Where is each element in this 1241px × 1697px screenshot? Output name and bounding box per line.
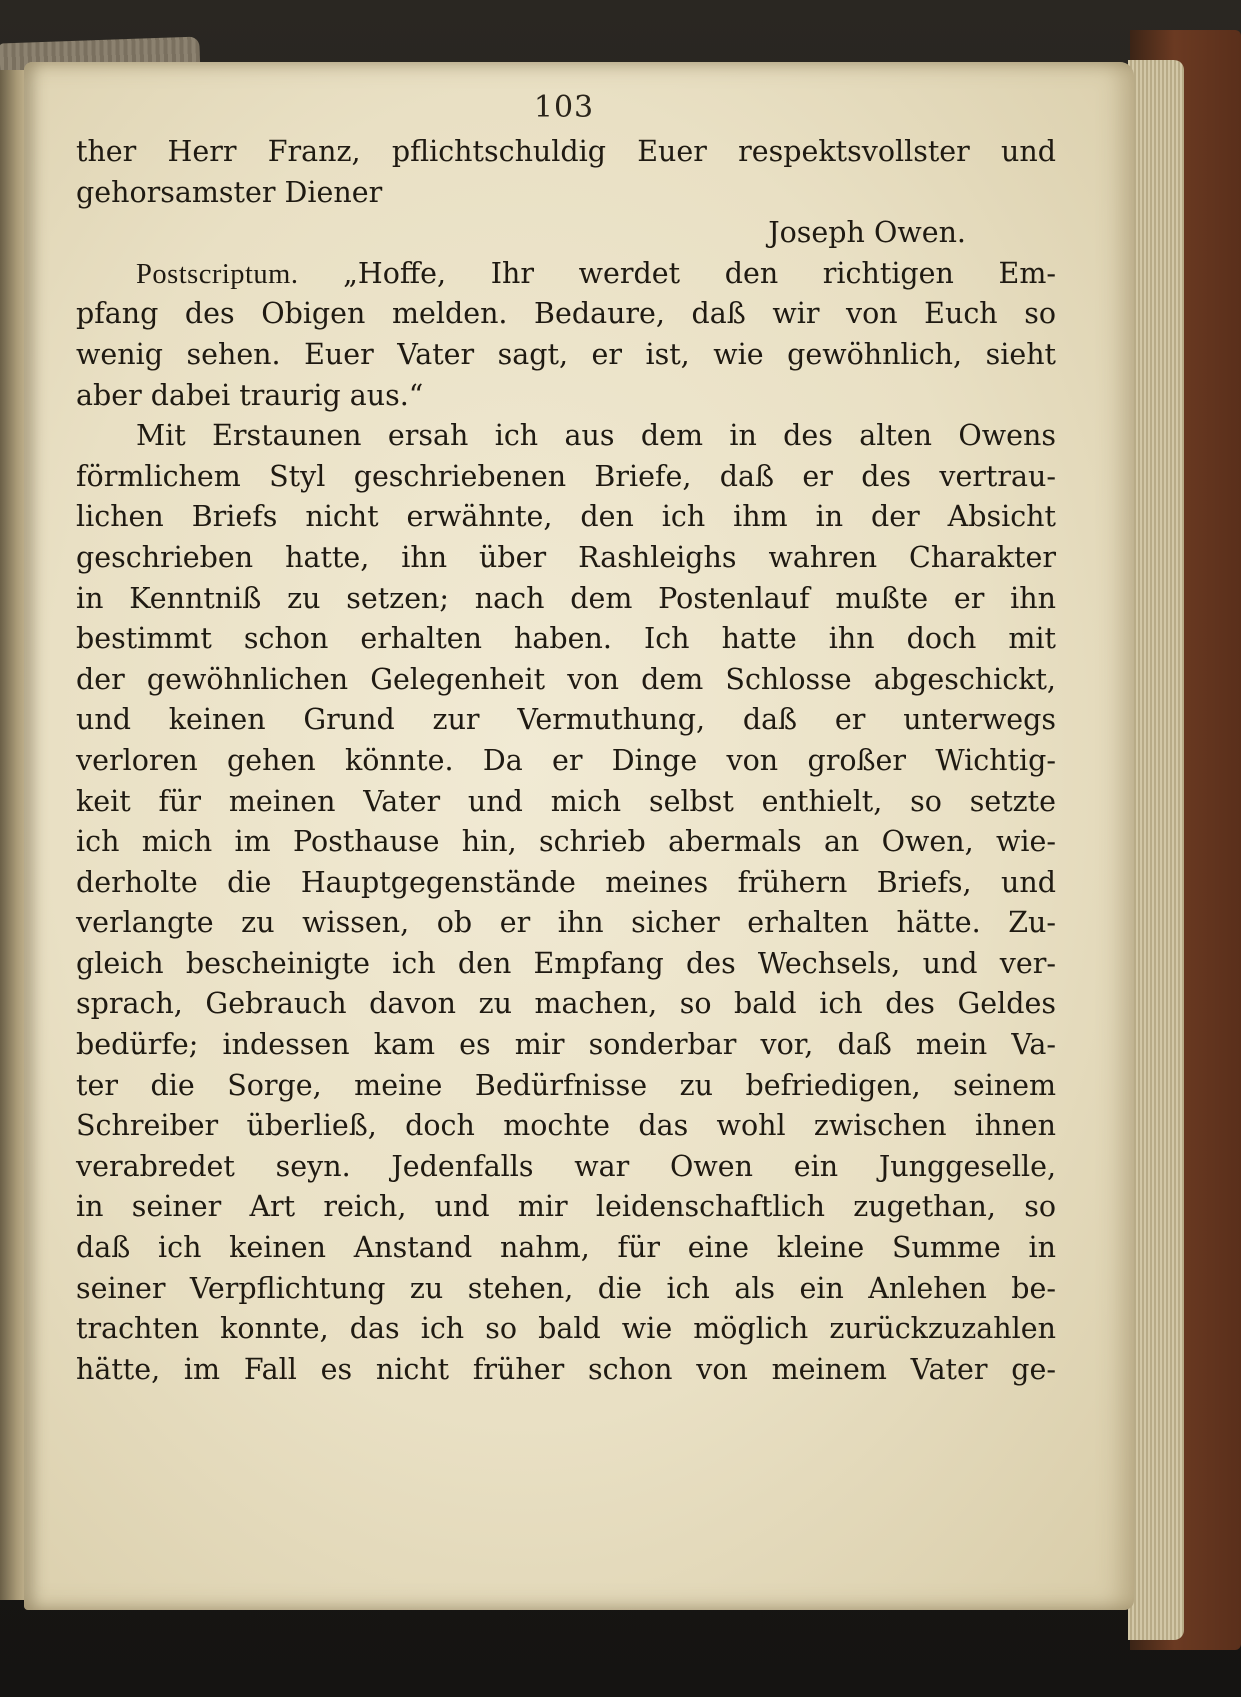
postscript-label: Postscriptum. — [136, 258, 299, 290]
text-line: ther Herr Franz, pflichtschuldig Euer respektsvollster und — [76, 135, 1056, 168]
signature-line: Joseph Owen. — [768, 216, 966, 250]
text-line: in Kenntniß zu setzen; nach dem Postenlauf mußte er ihn — [76, 581, 1056, 615]
text-line: gehorsamster Diener — [76, 175, 383, 209]
text-line: keit für meinen Vater und mich selbst enthielt, so setzte — [76, 784, 1056, 818]
paragraph-start-line: Mit Erstaunen ersah ich aus dem in des alten Owens — [136, 419, 1056, 453]
text-line: lichen Briefs nicht erwähnte, den ich ihm in der Absicht — [76, 500, 1056, 534]
text-line: bestimmt schon erhalten haben. Ich hatte ihn doch mit — [76, 622, 1056, 656]
text-line: pfang des Obigen melden. Bedaure, daß wir von Euch so — [76, 297, 1056, 331]
text-line: derholte die Hauptgegenstände meines frühern Briefs, und — [76, 865, 1056, 899]
text-line: trachten konnte, das ich so bald wie möglich zurückzuzahlen — [76, 1312, 1056, 1346]
text-line: förmlichem Styl geschriebenen Briefe, daß er des vertrau- — [76, 459, 1056, 493]
text-line: verloren gehen könnte. Da er Dinge von großer Wichtig- — [76, 743, 1056, 777]
page-edges — [1128, 60, 1184, 1640]
text-line: gleich bescheinigte ich den Empfang des Wechsels, und ver- — [76, 946, 1056, 980]
text-line: aber dabei traurig aus.“ — [76, 378, 424, 412]
text-line: der gewöhnlichen Gelegenheit von dem Schlosse abgeschickt, — [76, 662, 1056, 696]
text-line: wenig sehen. Euer Vater sagt, er ist, wie gewöhnlich, sieht — [76, 337, 1056, 371]
text-line: in seiner Art reich, und mir leidenschaftlich zugethan, so — [76, 1190, 1056, 1224]
text-line: daß ich keinen Anstand nahm, für eine kleine Summe in — [76, 1231, 1056, 1265]
text-line: Schreiber überließ, doch mochte das wohl zwischen ihnen — [76, 1109, 1056, 1143]
text-line: sprach, Gebrauch davon zu machen, so bald ich des Geldes — [76, 987, 1056, 1021]
text-line: geschrieben hatte, ihn über Rashleighs wahren Charakter — [76, 540, 1056, 574]
text-line: verlangte zu wissen, ob er ihn sicher erhalten hätte. Zu- — [76, 906, 1056, 940]
text-line: ich mich im Posthause hin, schrieb abermals an Owen, wie- — [76, 825, 1056, 859]
postscript-line — [76, 254, 1056, 295]
text-line: bedürfe; indessen kam es mir sonderbar vor, daß mein Va- — [76, 1028, 1056, 1062]
text-line: ter die Sorge, meine Bedürfnisse zu befriedigen, seinem — [76, 1068, 1056, 1102]
page-text — [76, 132, 1056, 1390]
page-number: 103 — [533, 90, 595, 125]
book-page — [24, 62, 1134, 1610]
text-line: verabredet seyn. Jedenfalls war Owen ein Junggeselle, — [76, 1149, 1056, 1183]
text-line: seiner Verpflichtung zu stehen, die ich als ein Anlehen be- — [76, 1271, 1056, 1305]
postscript-text: „Hoffe, Ihr werdet den richtigen Em- — [343, 256, 1057, 290]
text-line: und keinen Grund zur Vermuthung, daß er unterwegs — [76, 703, 1056, 737]
text-line: hätte, im Fall es nicht früher schon von meinem Vater ge- — [76, 1352, 1056, 1386]
